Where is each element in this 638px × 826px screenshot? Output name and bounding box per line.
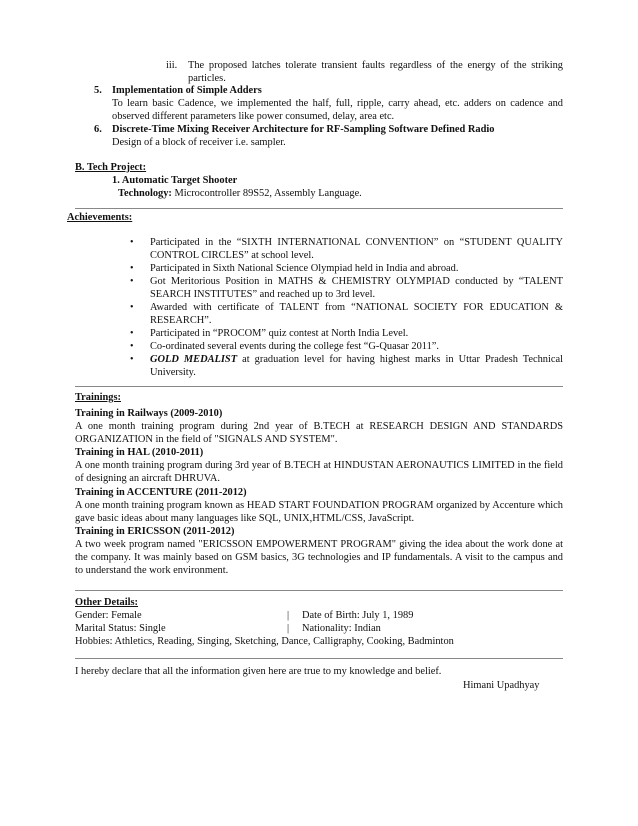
- bullet-icon: •: [130, 263, 134, 274]
- achievement-text: Got Meritorious Position in MATHS & CHEMISTRY OLYMPIAD conducted by “TALENT SEARCH INSTITUTES” and reached up to 3rd level.: [150, 276, 563, 300]
- field-separator: |: [287, 610, 290, 621]
- nationality-field: Nationality: Indian: [302, 623, 381, 634]
- achievements-heading: Achievements:: [67, 212, 133, 223]
- project-number: 6.: [94, 124, 102, 135]
- trainings-heading: Trainings:: [75, 392, 121, 403]
- bullet-icon: •: [130, 302, 134, 313]
- btech-technology: [118, 187, 362, 200]
- project-number: 5.: [94, 85, 102, 96]
- achievement-text: Co-ordinated several events during the college fest “G-Quasar 2011”.: [150, 341, 440, 352]
- achievement-text-rest: at graduation level for having highest marks in Uttar Pradesh Technical University.: [150, 354, 563, 378]
- training-description: A one month training program during 3rd year of B.TECH at HINDUSTAN AERONAUTICS LIMITED in the field of designing an aircraft DHRUVA.: [75, 460, 563, 484]
- achievement-text: Participated in “PROCOM” quiz contest at North India Level.: [150, 328, 409, 339]
- section-divider: [75, 208, 563, 209]
- project-description: Design of a block of receiver i.e. sampler.: [112, 137, 286, 148]
- btech-project-title: 1. Automatic Target Shooter: [112, 175, 238, 186]
- bullet-icon: •: [130, 328, 134, 339]
- section-divider: [75, 658, 563, 659]
- signature-name: Himani Upadhyay: [463, 680, 540, 691]
- marital-status-field: Marital Status: Single: [75, 623, 166, 634]
- technology-label: Technology:: [118, 188, 172, 199]
- training-description: A two week program named "ERICSSON EMPOWERMENT PROGRAM" giving the idea about the work done at the company. It was mainly based on GSM basics, 3G technologies and IP fundamentals. A visit to the campus and to understand the work environment.: [75, 539, 563, 576]
- bullet-icon: •: [130, 354, 134, 365]
- bullet-icon: •: [130, 341, 134, 352]
- hobbies-field: Hobbies: Athletics, Reading, Singing, Sketching, Dance, Calligraphy, Cooking, Badminton: [75, 636, 454, 647]
- training-title: Training in ACCENTURE (2011-2012): [75, 487, 247, 498]
- dob-field: Date of Birth: July 1, 1989: [302, 610, 414, 621]
- gender-field: Gender: Female: [75, 610, 142, 621]
- achievement-text: Awarded with certificate of TALENT from “NATIONAL SOCIETY FOR EDUCATION & RESEARCH”.: [150, 302, 563, 326]
- training-title: Training in ERICSSON (2011-2012): [75, 526, 235, 537]
- gold-medalist-emphasis: GOLD MEDALIST: [150, 354, 238, 365]
- training-description: A one month training program during 2nd year of B.TECH at RESEARCH DESIGN AND STANDARDS ORGANIZATION in the field of "SIGNALS AND SYSTEM".: [75, 421, 563, 445]
- bullet-icon: •: [130, 237, 134, 248]
- bullet-icon: •: [130, 276, 134, 287]
- btech-heading: B. Tech Project:: [75, 162, 147, 173]
- project-title: Discrete-Time Mixing Receiver Architecture for RF-Sampling Software Defined Radio: [112, 124, 495, 135]
- achievement-text: Participated in the “SIXTH INTERNATIONAL CONVENTION” on “STUDENT QUALITY CONTROL CIRCLES” at school level.: [150, 237, 563, 261]
- project-description: To learn basic Cadence, we implemented the half, full, ripple, carry ahead, etc. adders on cadence and observed different parameters like power consumed, delay, area etc.: [112, 98, 563, 122]
- list-item-text: The proposed latches tolerate transient faults regardless of the energy of the striking particles.: [188, 60, 563, 84]
- achievement-text: Participated in Sixth National Science Olympiad held in India and abroad.: [150, 263, 459, 274]
- project-title: Implementation of Simple Adders: [112, 85, 262, 96]
- training-description: A one month training program known as HEAD START FOUNDATION PROGRAM organized by Accenture which gave basic ideas about many languages like SQL, UNIX,HTML/CSS, JavaScript.: [75, 500, 563, 524]
- achievement-text: [150, 353, 563, 379]
- section-divider: [75, 386, 563, 387]
- section-divider: [75, 590, 563, 591]
- technology-value: Microcontroller 89S52, Assembly Language.: [171, 188, 362, 199]
- other-details-heading: Other Details:: [75, 597, 139, 608]
- list-numeral: iii.: [166, 60, 178, 71]
- field-separator: |: [287, 623, 290, 634]
- declaration-text: I hereby declare that all the information given here are true to my knowledge and belief.: [75, 666, 442, 677]
- training-title: Training in HAL (2010-2011): [75, 447, 204, 458]
- training-title: Training in Railways (2009-2010): [75, 408, 223, 419]
